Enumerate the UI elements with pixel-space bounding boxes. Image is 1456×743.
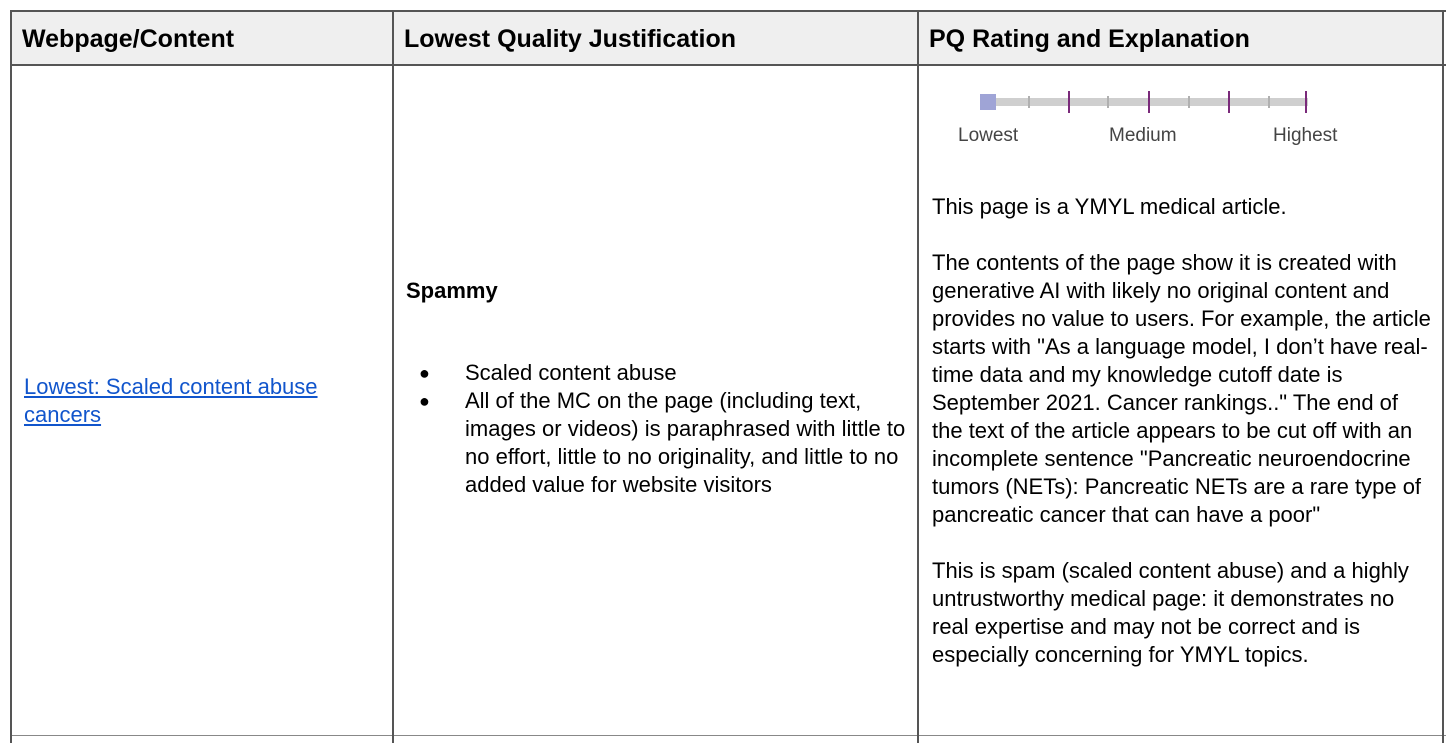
- header-pq-rating: PQ Rating and Explanation: [929, 25, 1250, 53]
- rating-tick: [1268, 96, 1270, 108]
- header-webpage-content: Webpage/Content: [22, 25, 235, 53]
- explanation-paragraph: This page is a YMYL medical article.: [932, 194, 1287, 219]
- justification-list: [406, 359, 906, 499]
- list-item: [406, 359, 906, 387]
- column-divider-1: [392, 10, 394, 743]
- rating-tick-major: [1068, 91, 1070, 113]
- table-left-border: [10, 10, 12, 743]
- webpage-link[interactable]: Lowest: Scaled content abuse cancers: [24, 374, 318, 427]
- explanation-paragraph: The contents of the page show it is created with generative AI with likely no original content and provides no value to users. For example, the article starts with "As a language model, I don’t have real-time data and my knowledge cutoff date is September 2021. Cancer rankings.." The end of the text of the article appears to be cut off with an incomplete sentence "Pancreatic neuroendocrine tumors (NETs): Pancreatic NETs are a rare type of pancreatic cancer that can have a poor": [932, 250, 1431, 527]
- bullet-icon: ●: [419, 391, 430, 411]
- header-lowest-quality-justification: Lowest Quality Justification: [404, 25, 736, 53]
- rating-tick: [1028, 96, 1030, 108]
- list-item-text: All of the MC on the page (including text, images or videos) is paraphrased with little to no effort, little to no originality, and little to no added value for website visitors: [465, 388, 906, 497]
- rating-label-medium: Medium: [1109, 125, 1177, 146]
- list-item-text: Scaled content abuse: [465, 360, 677, 385]
- rating-tick: [1107, 96, 1109, 108]
- explanation-paragraph: This is spam (scaled content abuse) and a highly untrustworthy medical page: it demonstrates no real expertise and may not be correct and is especially concerning for YMYL topics.: [932, 558, 1409, 667]
- rating-tick-major: [1305, 91, 1307, 113]
- rating-label-lowest: Lowest: [958, 125, 1019, 146]
- header-bottom-border: [10, 64, 1446, 66]
- table-right-border: [1442, 10, 1444, 743]
- rating-marker: [980, 94, 996, 110]
- rating-tick-major: [1148, 91, 1150, 113]
- rating-scale: [950, 85, 1370, 155]
- rating-label-highest: Highest: [1273, 125, 1338, 146]
- list-item: [406, 387, 906, 499]
- rating-tick-major: [1228, 91, 1230, 113]
- pq-explanation: [932, 193, 1432, 697]
- column-divider-2: [917, 10, 919, 743]
- rating-tick: [1188, 96, 1190, 108]
- justification-title: Spammy: [406, 278, 498, 303]
- row-bottom-border: [10, 735, 1446, 736]
- table-top-border: [10, 10, 1446, 12]
- bullet-icon: ●: [419, 363, 430, 383]
